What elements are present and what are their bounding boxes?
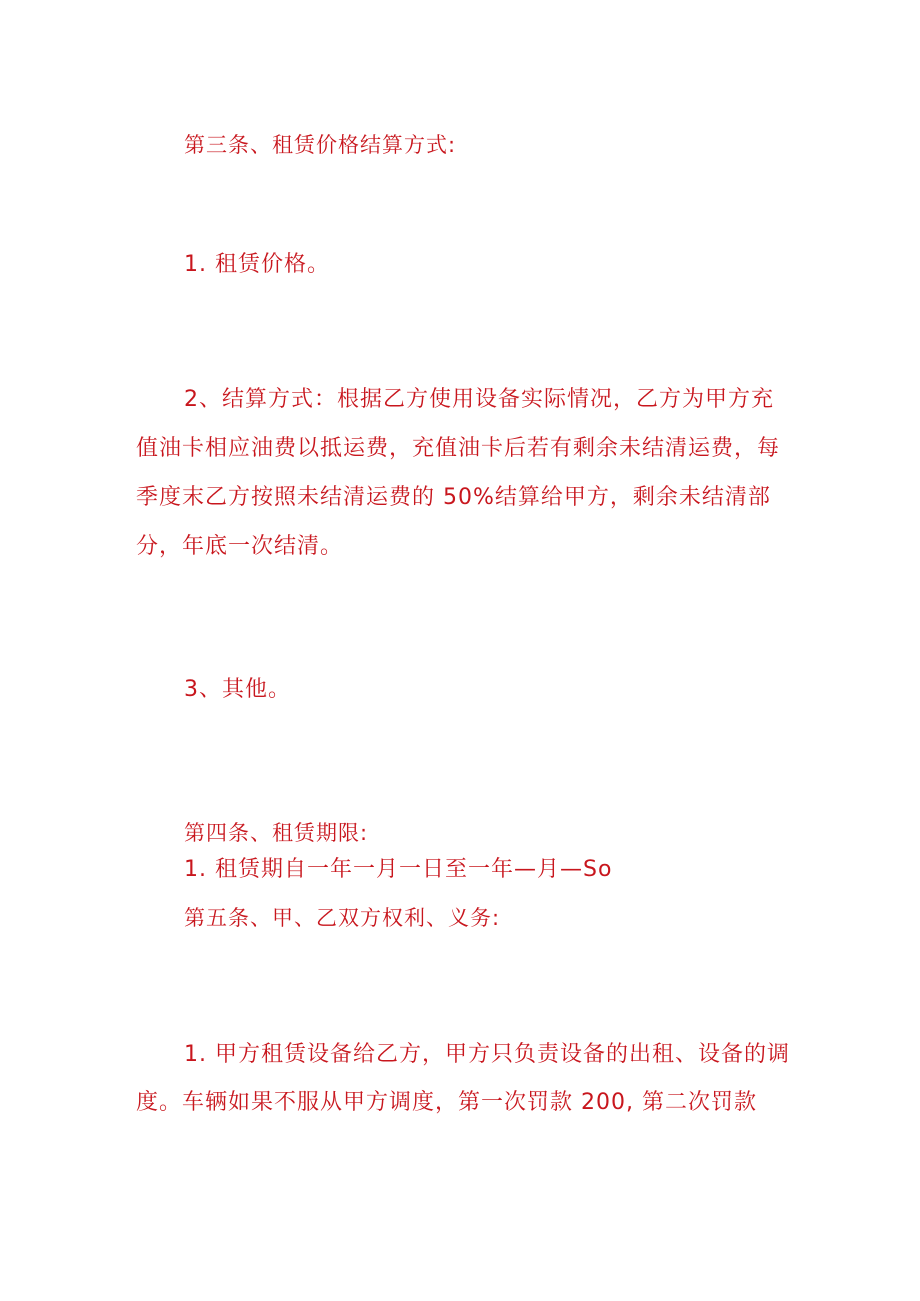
article-3-item-2-line-1: 2、结算方式：根据乙方使用设备实际情况，乙方为甲方充	[184, 387, 774, 412]
article-3-item-2-line-2: 值油卡相应油费以抵运费，充值油卡后若有剩余未结清运费，每	[136, 436, 781, 461]
article-3-item-3: 3、其他。	[184, 677, 291, 702]
article-5-item-1-line-2: 度。车辆如果不服从甲方调度，第一次罚款 200, 第二次罚款	[136, 1090, 757, 1115]
article-3-heading: 第三条、租赁价格结算方式:	[184, 133, 457, 157]
article-3-item-2-line-3: 季度末乙方按照未结清运费的 50%结算给甲方，剩余未结清部	[136, 485, 771, 510]
article-5-heading: 第五条、甲、乙双方权利、义务:	[184, 906, 501, 930]
article-5-item-1-line-1: 1. 甲方租赁设备给乙方，甲方只负责设备的出租、设备的调	[184, 1042, 790, 1067]
article-4-item-1: 1. 租赁期自一年一月一日至一年—月—So	[184, 857, 613, 882]
article-3-item-2-line-4: 分，年底一次结清。	[136, 534, 344, 559]
article-3-item-1: 1. 租赁价格。	[184, 252, 330, 277]
article-4-heading: 第四条、租赁期限:	[184, 821, 369, 845]
